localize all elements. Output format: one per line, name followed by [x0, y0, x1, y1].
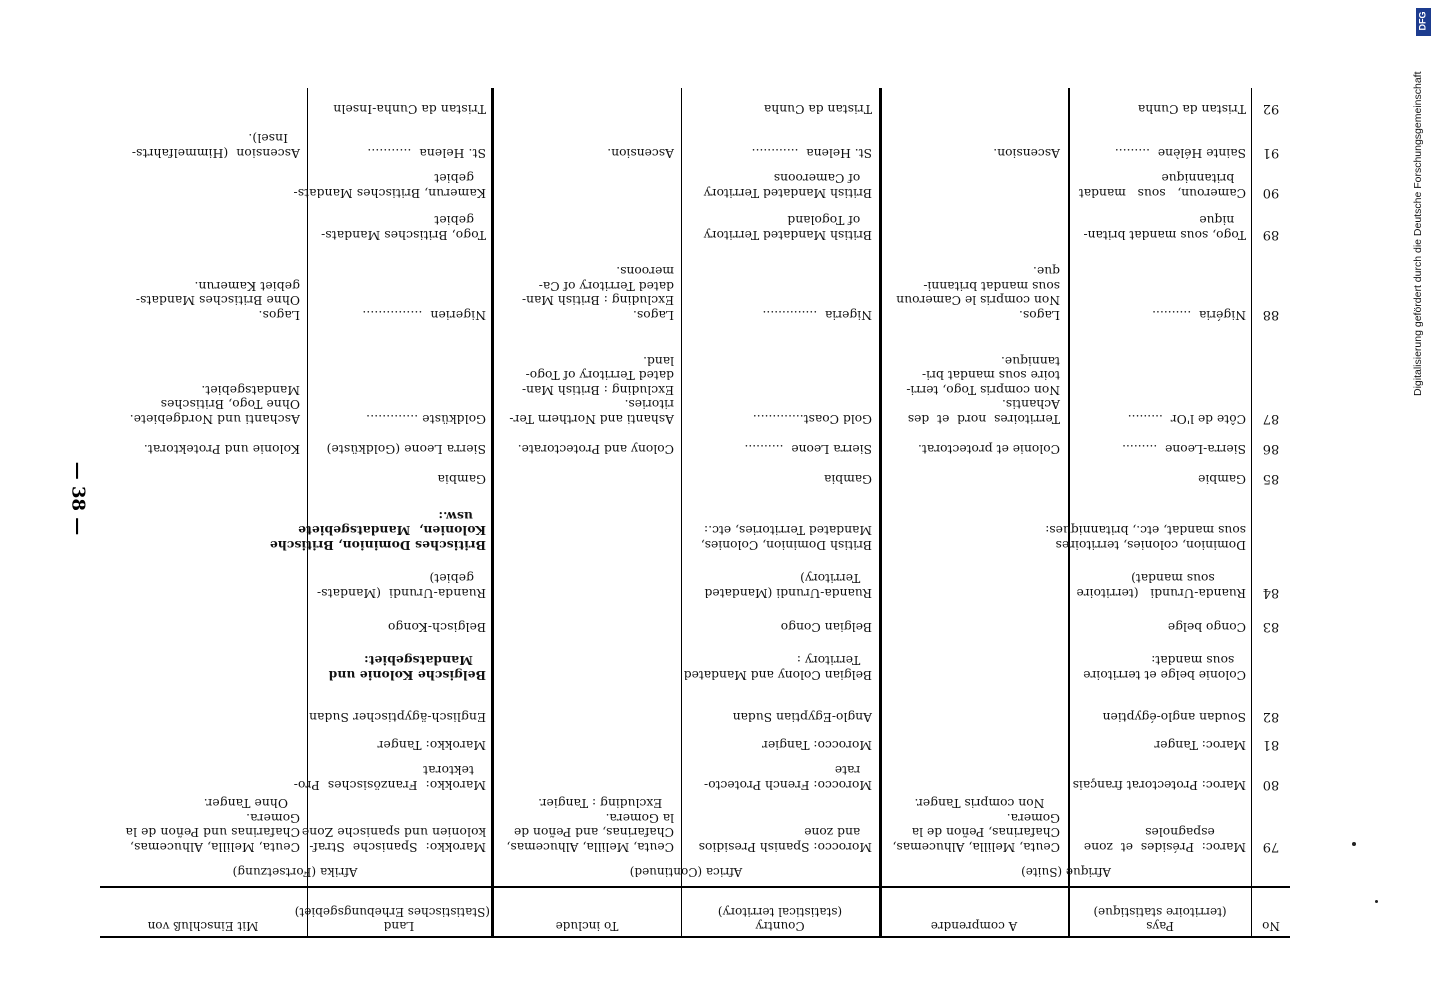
cell-pays: Maroc: Protectorat français	[1072, 778, 1246, 792]
cell-country: Ruanda-Urundi (Mandated Territory)	[704, 571, 872, 600]
cell-to-include: Lagos. Excluding : British Man- dated Territory of Ca- meroons.	[521, 264, 674, 322]
row-number: 86	[1262, 441, 1280, 456]
table-top-rule	[100, 936, 1290, 938]
cell-pays: Maroc: Tanger	[1154, 738, 1246, 752]
cell-pays: Gambie	[1198, 472, 1246, 486]
header-a-comprendre: A comprendre	[930, 919, 1018, 933]
row-number: 84	[1262, 585, 1280, 600]
header-country: Country (statistical territory)	[717, 905, 843, 933]
column-rule	[879, 88, 882, 938]
cell-mit-einschluss: Ascension (Himmelfahrts- Insel).	[131, 131, 300, 160]
row-number: 80	[1262, 777, 1280, 792]
section-heading-en: Africa (Continued)	[629, 865, 743, 879]
cell-pays: Sainte Hélène .........	[1114, 146, 1246, 160]
column-rule	[491, 88, 494, 938]
cell-land: Gambia	[437, 472, 486, 486]
cell-a-comprendre: Ascension.	[993, 146, 1060, 160]
cell-country: Sierra Leone ..........	[744, 442, 872, 456]
cell-a-comprendre: Lagos. Non compris le Cameroun sous mandat britanni- que.	[896, 264, 1060, 322]
cell-land: Marokko: Spanische Straf- kolonien und spanische Zone	[301, 825, 486, 854]
cell-mit-einschluss: Lagos. Ohne Britisches Mandats- gebiet Kamerun.	[135, 279, 300, 322]
page-number-text: — 38 —	[67, 461, 89, 536]
column-rule	[1068, 88, 1070, 938]
cell-mit-einschluss: Kolonie und Protektorat.	[143, 442, 300, 456]
row-number: 88	[1262, 307, 1280, 322]
cell-country-group: Belgian Colony and Mandated Territory :	[683, 653, 872, 682]
cell-pays: Soudan anglo-égyptien	[1102, 710, 1246, 724]
cell-country: British Mandated Territory of Cameroons	[703, 171, 872, 200]
cell-pays: Maroc: Présides et zone espagnoles	[1083, 825, 1246, 854]
scan-credit	[1405, 6, 1434, 406]
section-heading-fr: Afrique (Suite)	[1021, 865, 1111, 879]
cell-a-comprendre: Territoires nord et des Achantis. Non compris Togo, terri- toire sous mandat bri- tannique.	[906, 354, 1060, 426]
statistical-territories-table	[100, 78, 1290, 938]
row-number: 82	[1262, 709, 1280, 724]
cell-pays: Congo belge	[1167, 620, 1246, 634]
scan-speck	[1352, 842, 1356, 846]
row-number: 89	[1262, 227, 1280, 242]
section-heading-de: Afrika (Fortsetzung)	[232, 865, 358, 879]
page-number	[58, 440, 98, 560]
cell-land: Kamerun, Britisches Mandats- gebiet	[293, 171, 486, 200]
row-number: 83	[1262, 619, 1280, 634]
cell-land: Belgisch-Kongo	[387, 620, 486, 634]
cell-land: St. Helena ...........	[367, 146, 486, 160]
header-pays: Pays (territoire statistique)	[1093, 905, 1227, 933]
dfg-logo-text: DFG	[1417, 11, 1428, 31]
cell-country: Nigeria ..............	[762, 308, 872, 322]
cell-land: Tristan da Cunha-Inseln	[333, 102, 486, 116]
cell-land: Sierra Leone (Goldküste)	[326, 442, 486, 456]
header-to-include: To include	[555, 919, 619, 933]
header-land: Land (Statistisches Erhebungsgebiet)	[294, 905, 490, 933]
row-number: 85	[1262, 471, 1280, 486]
cell-pays: Togo, sous mandat britan- nique	[1083, 213, 1246, 242]
cell-land: Goldküste .............	[366, 412, 486, 426]
scan-speck	[1375, 900, 1378, 903]
cell-mit-einschluss: Ceuta, Melilla, Alhucemas, Chafarinas und Peñon de la Gomera. Ohne Tanger.	[125, 796, 300, 854]
cell-a-comprendre: Ceuta, Melilla, Alhucemas, Chafarinas, Peñon de la Gomera. Non compris Tanger.	[892, 796, 1060, 854]
cell-country: Gambia	[824, 472, 872, 486]
row-number: 91	[1262, 145, 1280, 160]
row-number: 92	[1262, 101, 1280, 116]
cell-country: Anglo-Egyptian Sudan	[732, 710, 872, 724]
cell-pays: Nigéria ..........	[1152, 308, 1246, 322]
cell-pays: Cameroun, sous mandat britannique	[1078, 171, 1246, 200]
row-number: 87	[1262, 411, 1280, 426]
cell-country: Morocco: French Protecto- rate	[704, 763, 872, 792]
cell-country-group: British Dominion, Colonies, Mandated Territories, etc.:	[700, 523, 872, 552]
cell-land: Togo, Britisches Mandats- gebiet	[320, 213, 486, 242]
cell-country: St. Helena ............	[751, 146, 872, 160]
cell-land: Englisch-ägyptischer Sudan	[308, 710, 486, 724]
column-rule	[681, 88, 682, 938]
dfg-logo	[1416, 8, 1431, 36]
cell-country: Morocco: Tangier	[762, 738, 872, 752]
cell-a-comprendre: Colonie et protectorat.	[918, 442, 1060, 456]
cell-to-include: Ceuta, Melilla, Alhucemas, Chafarinas, and Peñon de la Gomera. Excluding : Tangier.	[506, 796, 674, 854]
scan-credit-text: Digitalisierung gefördert durch die Deutsche Forschungsgemeinschaft	[1412, 71, 1424, 396]
cell-land-group: Britisches Dominion, Britische Kolonien, Mandatsgebiete usw.:	[269, 509, 486, 553]
cell-land: Nigerien ...............	[362, 308, 486, 322]
cell-pays-group: Colonie belge et territoire sous mandat:	[1083, 653, 1246, 682]
header-bottom-rule	[100, 886, 1290, 888]
cell-pays: Sierra-Leone .........	[1122, 442, 1246, 456]
cell-pays: Tristan da Cunha	[1137, 102, 1246, 116]
cell-land-group: Belgische Kolonie und Mandatsgebiet:	[328, 653, 486, 683]
column-rule	[1251, 88, 1252, 938]
cell-pays: Ruanda-Urundi (territoire sous mandat)	[1076, 571, 1246, 600]
cell-mit-einschluss: Aschanti und Nordgebiete. Ohne Togo, Britisches Mandatsgebiet.	[129, 383, 300, 426]
cell-pays-group: Dominion, colonies, territoires sous mandat, etc., britanniques:	[1045, 523, 1246, 552]
cell-to-include: Ascension.	[607, 146, 674, 160]
cell-country: British Mandated Territory of Togoland	[703, 213, 872, 242]
cell-land: Marokko: Französisches Pro- tektorat	[293, 763, 486, 792]
row-number: 81	[1262, 737, 1280, 752]
cell-land: Ruanda-Urundi (Mandats- gebiet)	[316, 571, 486, 600]
cell-to-include: Colony and Protectorate.	[517, 442, 674, 456]
header-mit-einschluss: Mit Einschluß von	[147, 919, 259, 933]
cell-to-include: Ashanti and Northern Ter- ritories. Excluding : British Man- dated Territory of Togo- land.	[509, 354, 674, 426]
cell-country: Belgian Congo	[780, 620, 872, 634]
cell-country: Tristan da Cunha	[763, 102, 872, 116]
cell-land: Marokko: Tanger	[377, 738, 486, 752]
row-number: 79	[1262, 839, 1280, 854]
cell-pays: Côte de l'Or .........	[1127, 412, 1246, 426]
cell-country: Morocco: Spanish Presidios and zone	[698, 825, 872, 854]
row-number: 90	[1262, 185, 1280, 200]
header-no: No	[1262, 919, 1280, 933]
cell-country: Gold Coast.............	[752, 412, 872, 426]
